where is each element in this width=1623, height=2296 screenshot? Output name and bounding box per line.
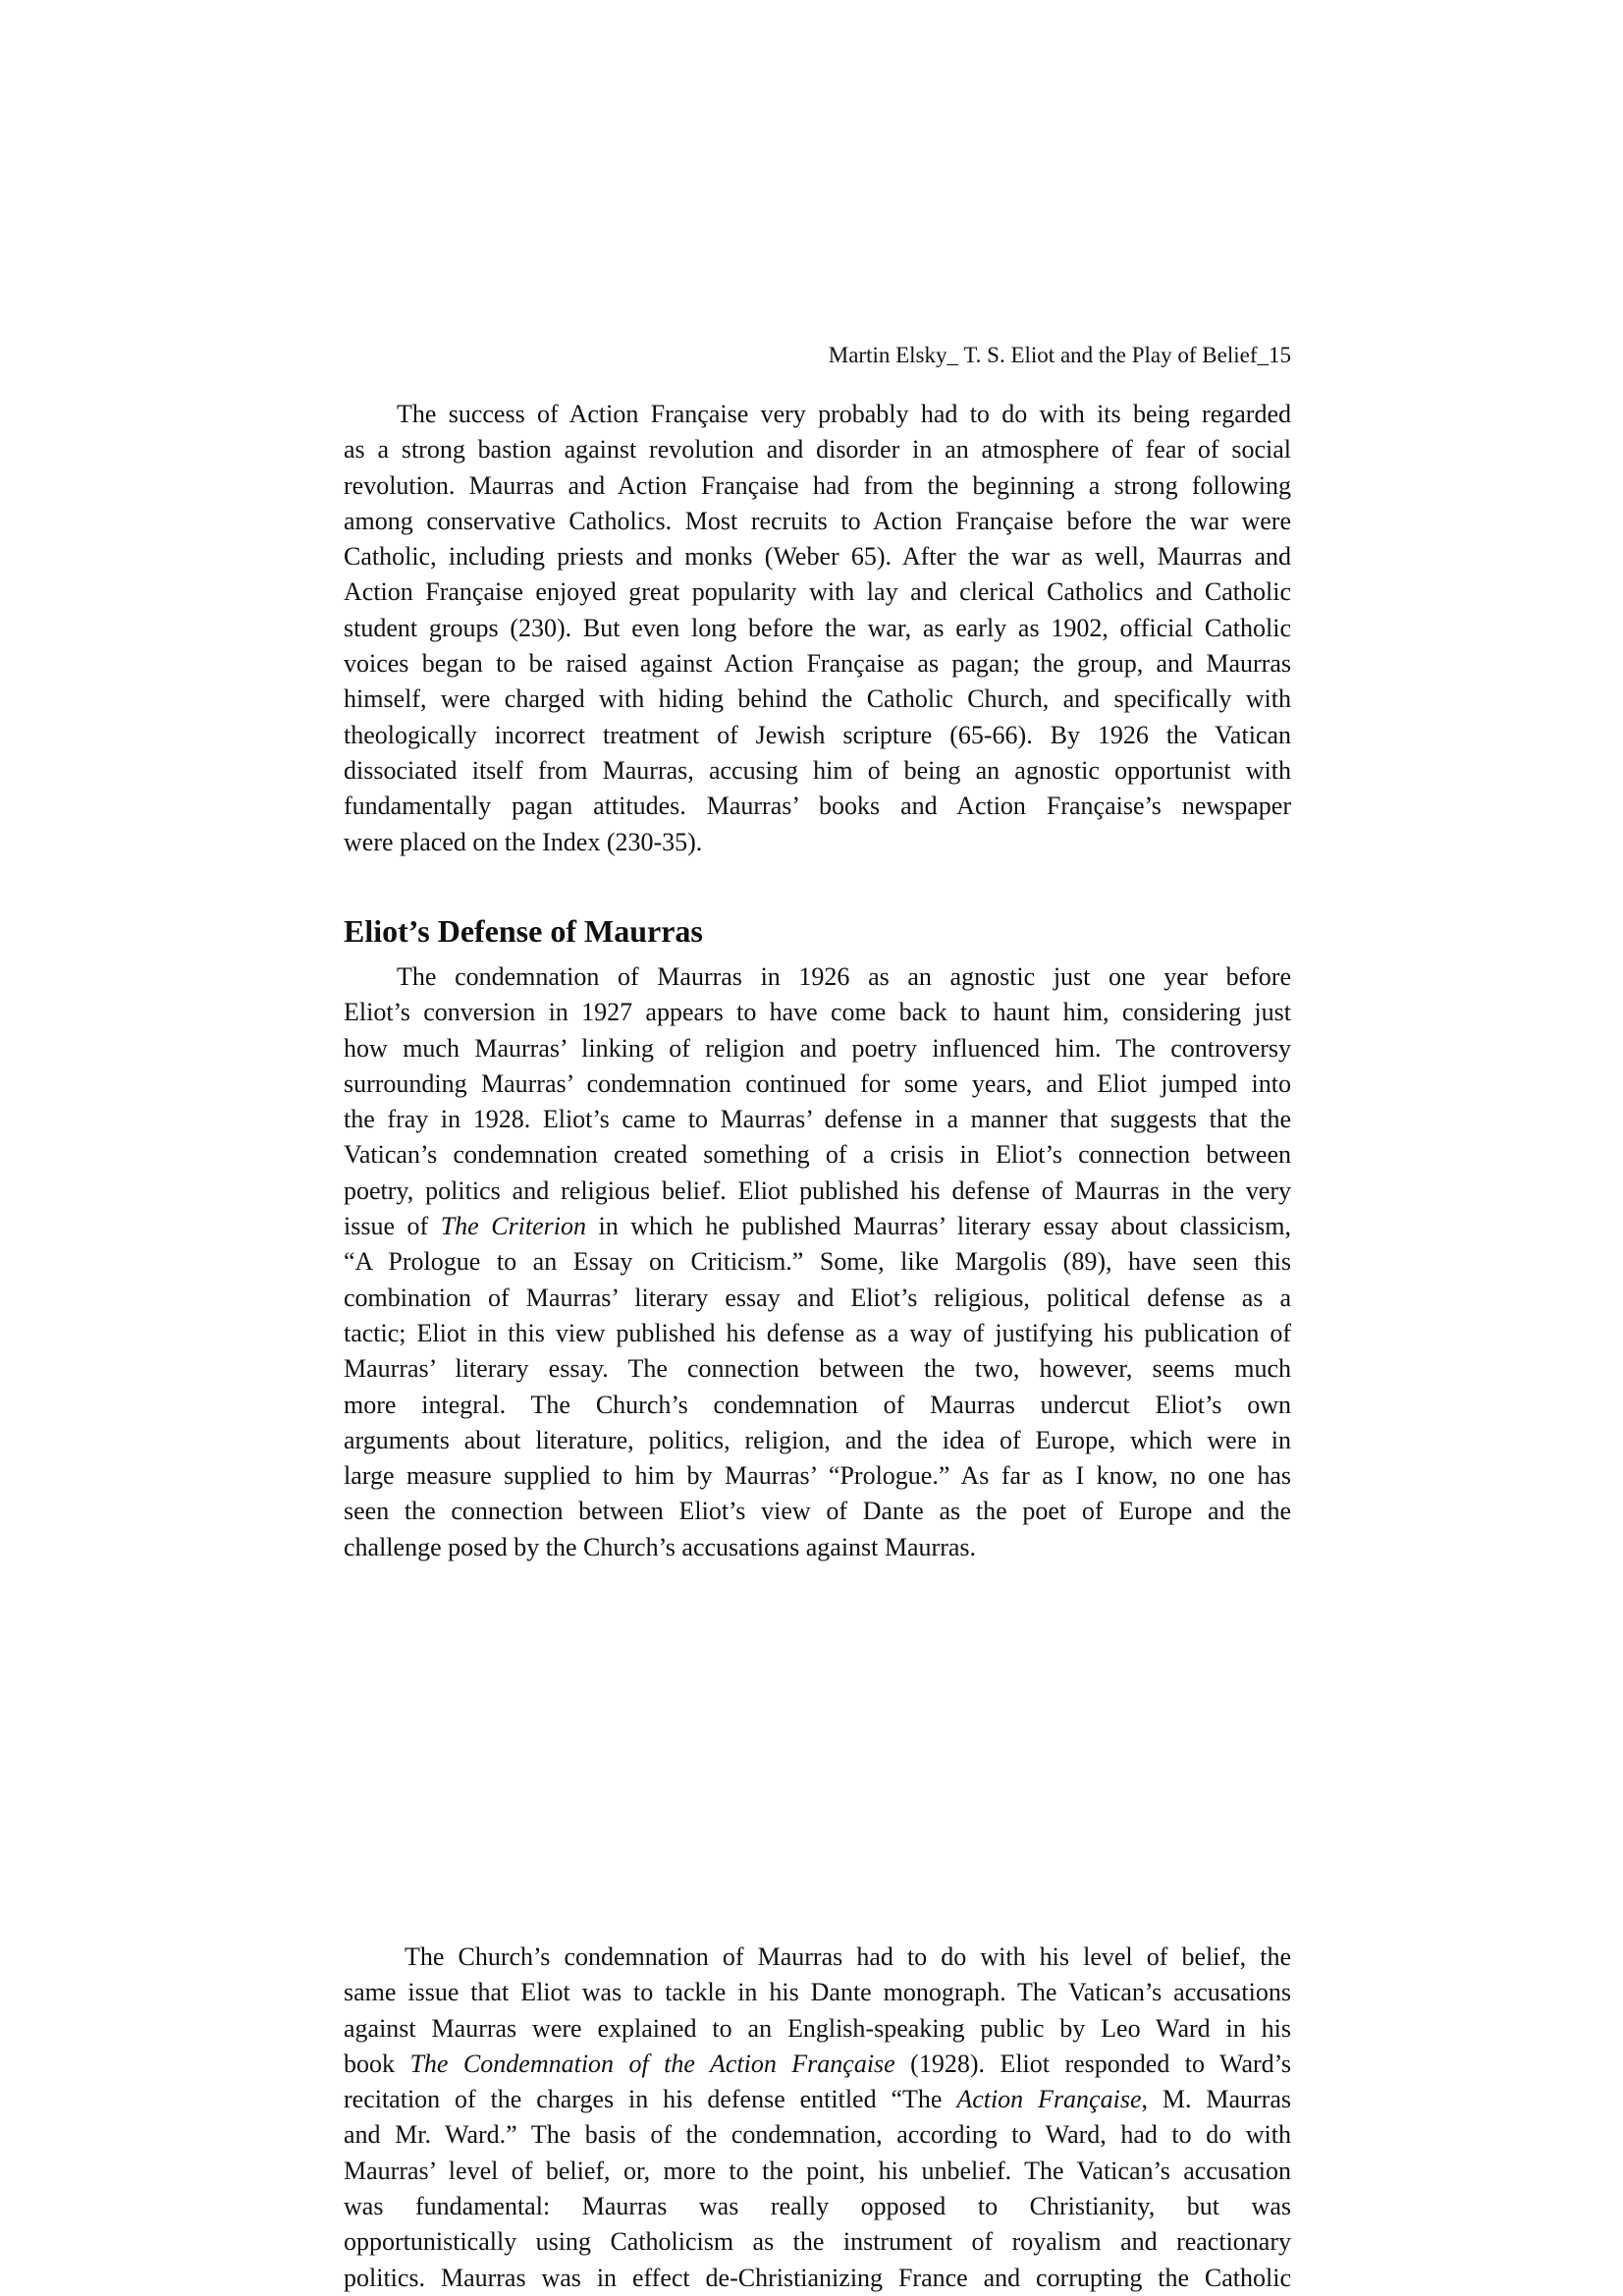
running-head: Martin Elsky_ T. S. Eliot and the Play of Belief_15 [828,343,1291,367]
text-line: were placed on the Index (230-35). [344,827,703,856]
text-line: The condemnation of Maurras in 1926 as an agnostic just one year before [397,962,1291,991]
text-line: dissociated itself from Maurras, accusing him of being an agnostic opportunist with [344,755,1291,785]
text-line: the fray in 1928. Eliot’s came to Maurras’ defense in a manner that suggests that the [344,1105,1291,1134]
text-line: as a strong bastion against revolution and disorder in an atmosphere of fear of social [344,435,1291,465]
body-section-3 [344,1940,1291,2296]
text-line: “A Prologue to an Essay on Criticism.” Some, like Margolis (89), have seen this [344,1247,1291,1277]
paragraph-1 [344,397,1291,860]
text-line: Action Française enjoyed great popularity with lay and clerical Catholics and Catholic [344,577,1291,607]
text-line: Vatican’s condemnation created something of a crisis in Eliot’s connection between [344,1140,1291,1170]
body-section-1 [344,397,1291,860]
italic-title: The Criterion [440,1212,587,1241]
text-line: arguments about literature, politics, religion, and the idea of Europe, which were in [344,1425,1291,1454]
text-line: student groups (230). But even long before the war, as early as 1902, official Catholic [344,613,1291,642]
text-line: challenge posed by the Church’s accusations against Maurras. [344,1532,977,1561]
text-line: Catholic, including priests and monks (Weber 65). After the war as well, Maurras and [344,542,1291,572]
text-line: voices began to be raised against Action Française as pagan; the group, and Maurras [344,649,1291,679]
text-line: was fundamental: Maurras was really opposed to Christianity, but was [344,2192,1291,2221]
text-line: himself, were charged with hiding behind the Catholic Church, and specifically with [344,684,1291,714]
text-line: issue of The Criterion in which he published Maurras’ literary essay about classicism, [344,1212,1291,1241]
paragraph-3 [344,1940,1291,2296]
text-line: The Church’s condemnation of Maurras had to do with his level of belief, the [405,1942,1291,1971]
italic-title: Action Française [956,2085,1142,2114]
text-line: seen the connection between Eliot’s view of Dante as the poet of Europe and the [344,1497,1291,1526]
text-line: theologically incorrect treatment of Jewish scripture (65-66). By 1926 the Vatican [344,720,1291,749]
text-line: book The Condemnation of the Action Française (1928). Eliot responded to Ward’s [344,2049,1291,2078]
paragraph-2 [344,959,1291,1565]
section-heading: Eliot’s Defense of Maurras [344,913,703,949]
text-line: fundamentally pagan attitudes. Maurras’ books and Action Française’s newspaper [344,792,1291,821]
body-section-2 [344,908,1291,1565]
text-line: combination of Maurras’ literary essay and Eliot’s religious, political defense as a [344,1283,1291,1312]
text-line: opportunistically using Catholicism as the instrument of royalism and reactionary [344,2227,1291,2257]
text-line: surrounding Maurras’ condemnation continued for some years, and Eliot jumped into [344,1068,1291,1098]
text-line: against Maurras were explained to an English-speaking public by Leo Ward in his [344,2013,1291,2043]
text-line: and Mr. Ward.” The basis of the condemnation, according to Ward, had to do with [344,2120,1291,2150]
italic-title: The Condemnation of the Action Française [409,2049,895,2078]
text-line: poetry, politics and religious belief. Eliot published his defense of Maurras in the very [344,1175,1291,1205]
text-line: among conservative Catholics. Most recruits to Action Française before the war were [344,506,1291,535]
text-line: large measure supplied to him by Maurras’ “Prologue.” As far as I know, no one has [344,1461,1291,1491]
text-line: revolution. Maurras and Action Française had from the beginning a strong following [344,470,1291,500]
text-line: Maurras’ literary essay. The connection between the two, however, seems much [344,1354,1291,1384]
text-line: same issue that Eliot was to tackle in his Dante monograph. The Vatican’s accusations [344,1978,1291,2007]
text-line: more integral. The Church’s condemnation of Maurras undercut Eliot’s own [344,1390,1291,1419]
text-line: politics. Maurras was in effect de-Christianizing France and corrupting the Catholic [344,2263,1291,2292]
text-line: Eliot’s conversion in 1927 appears to have come back to haunt him, considering just [344,998,1291,1027]
text-line: how much Maurras’ linking of religion and poetry influenced him. The controversy [344,1033,1291,1063]
text-line: Maurras’ level of belief, or, more to the point, his unbelief. The Vatican’s accusation [344,2156,1291,2185]
text-line: The success of Action Française very probably had to do with its being regarded [397,400,1291,428]
text-line: recitation of the charges in his defense entitled “The Action Française, M. Maurras [344,2085,1291,2114]
text-line: tactic; Eliot in this view published his defense as a way of justifying his publication of [344,1318,1291,1347]
